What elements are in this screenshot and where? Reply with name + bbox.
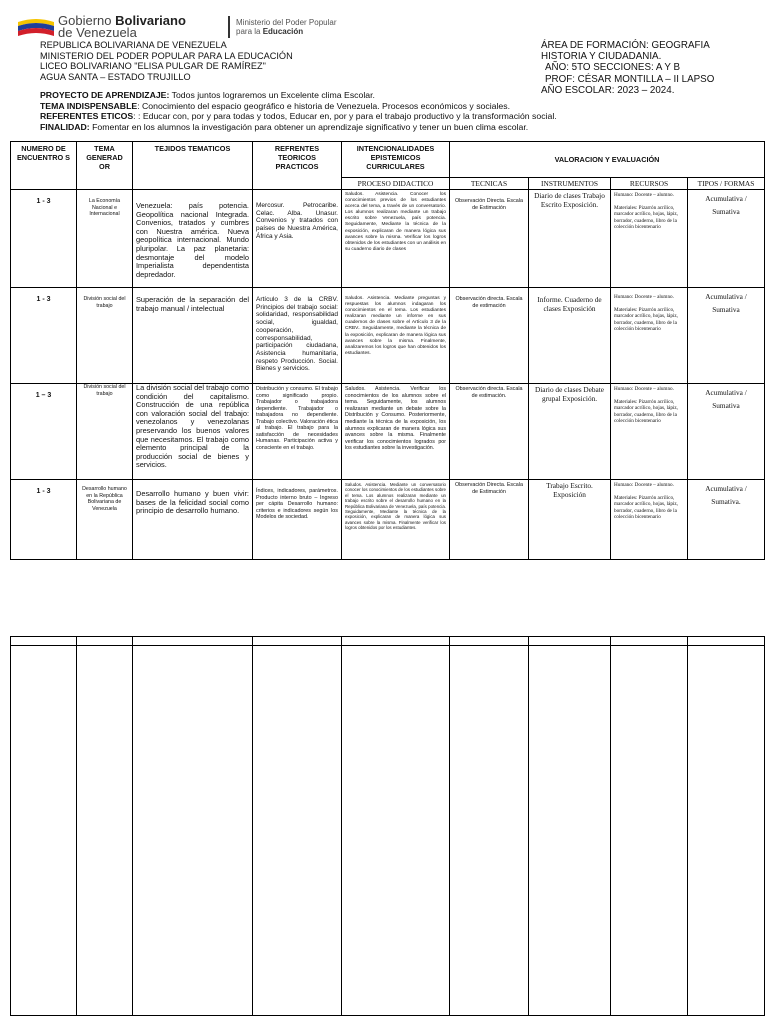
recursos-cell [611, 288, 688, 384]
subheader-instrumentos: INSTRUMENTOS [529, 178, 611, 190]
instrumentos-cell: Diario de clases Trabajo Escrito Exposición. [529, 190, 611, 288]
finalidad-line: FINALIDAD: Fomentar en los alumnos la investigación para obtener un aprendizaje significativo y tener un buen clima escolar. [40, 121, 529, 132]
table-header-row [11, 142, 765, 178]
empty-cell [529, 637, 611, 646]
subheader-tipos: TIPOS / FORMAS [688, 178, 765, 190]
empty-cell [133, 646, 253, 1016]
recursos-humanos: Humano: Docente – alumno. [614, 482, 674, 488]
tejidos-cell: La división social del trabajo como condición del capitalismo. Construcción de una república con valoración social del trabajo: venezolanos y venezolanas preservando los buenos valores que necesitamos. El trabajo como elemento principal de la producción social de bienes y servicios. [133, 384, 253, 480]
empty-cell [529, 646, 611, 1016]
ministry-title: Ministerio del Poder Popular para la Educación [236, 18, 337, 36]
recursos-materiales: Materiales: Pizarrón acrílico, marcador acrílico, hojas, lápiz, borrador, cuaderno, libro de la colección bicentenario [614, 307, 678, 332]
header-tema: TEMA GENERAD OR [77, 142, 133, 190]
tecnicas-cell: Observación Directa. Escala de Estimación [450, 480, 529, 560]
recursos-cell [611, 190, 688, 288]
referentes-cell: Índices, indicadores, parámetros. Producto interno bruto – Ingreso per cápita Desarrollo humano: criterios e indicadores según los Modelos de sociedad. [253, 480, 342, 560]
recursos-humanos: Humano: Docente – alumno. [614, 386, 674, 392]
referentes-cell: Mercosur. Petrocaribe. Celac. Alba. Unasur. Convenios y tratados con países de Nuestra América, África y Asia. [253, 190, 342, 288]
course-header [541, 40, 714, 96]
tejidos-cell: Desarrollo humano y buen vivir: bases de la felicidad social como principio de desarrollo humano. [133, 480, 253, 560]
proyecto-line: PROYECTO DE APRENDIZAJE: Todos juntos lograremos un Excelente clima Escolar. [40, 90, 375, 100]
tema-line: TEMA INDISPENSABLE: Conocimiento del espacio geográfico e historia de Venezuela. Procesos económicos y sociales. [40, 100, 510, 111]
tema-cell: La Economía Nacional e Internacional [77, 190, 133, 288]
header-referentes: REFRENTES TEORICOS PRACTICOS [253, 142, 342, 190]
planning-table [10, 141, 765, 560]
venezuela-flag-icon [18, 16, 54, 38]
recursos-humanos: Humano: Docente – alumno. [614, 294, 674, 300]
tema-cell: Desarrollo humano en la República Bolivariana de Venezuela [77, 480, 133, 560]
instrumentos-cell: Trabajo Escrito. Exposición [529, 480, 611, 560]
project-info [40, 90, 760, 132]
header-valoracion: VALORACION Y EVALUACIÓN [450, 142, 765, 178]
recursos-materiales: Materiales: Pizarrón acrílico, marcador acrílico, hojas, lápiz, borrador, cuaderno, libro de la colección bicentenario [614, 495, 678, 520]
subheader-proceso: PROCESO DIDACTICO [342, 178, 450, 190]
empty-cell [342, 637, 450, 646]
tipos-cell: Acumulativa / Sumativa [688, 384, 765, 480]
proceso-cell: Saludos. Asistencia. Conocer los conocimientos previos de los estudiantes acerca del tema, a través de un conversatorio. Los alumnos realizaran mediante un trabajo escrito sobre Venezuela, país potencia. Seguidamente, Mediante la técnica de la exposición, explicaran de manera lógica sus avances sobre la misma. Verificar los logros obtenidos de los estudiantes con un análisis en su cuaderno diario de clases [342, 190, 450, 288]
course-line: AÑO ESCOLAR: 2023 – 2024. [541, 84, 675, 96]
empty-cell [688, 646, 765, 1016]
empty-cell [77, 646, 133, 1016]
logo-divider [228, 16, 230, 38]
course-line: AÑO: 5TO SECCIONES: A Y B [545, 62, 681, 74]
course-line: PROF: CÉSAR MONTILLA – II LAPSO [545, 73, 715, 85]
referentes-cell: Artículo 3 de la CRBV. Principios del trabajo social: solidaridad, responsabilidad social, igualdad, cooperación, corresponsabilidad, participación ciudadana, Asistencia humanitaria, respeto Producción. Social. Bienes y servicios. [253, 288, 342, 384]
empty-cell [342, 646, 450, 1016]
tecnicas-cell: Observación Directa. Escala de Estimación [450, 190, 529, 288]
recursos-cell [611, 384, 688, 480]
proceso-cell: Saludos. Asistencia. Mediante un conversatorio conocer los conocimientos de los estudiantes sobre el tema. Los alumnos realizaran mediante un trabajo escrito sobre el desarrollo humano en la República Bolivariana de Venezuela, país potencia. Seguidamente, Mediante la técnica de la exposición, explicaran de manera lógica sus avances sobre la misma. Finalmente verificar los logros obtenidos por los estudiantes. [342, 480, 450, 560]
encuentro-cell: 1 - 3 [11, 288, 77, 384]
proceso-cell: Saludos. Asistencia. Verificar los conocimientos de los alumnos sobre el tema. Seguidamente, los alumnos realizaran mediante un debate sobre la Distribución y Consumo. Posteriormente, mediante la técnica de la exposición, los alumnos explicaran de manera lógica sus avances sobre la misma. Finalmente verificar los conocimientos logrados por los estudiantes sobre la investigación. [342, 384, 450, 480]
encuentro-cell: 1 - 3 [11, 480, 77, 560]
institution-header [40, 40, 293, 82]
subheader-tecnicas: TECNICAS [450, 178, 529, 190]
table-row [11, 190, 765, 288]
referentes-line: REFERENTES ETICOS: : Educar con, por y para todas y todos, Educar en, por y para el trabajo productivo y la transformación social. [40, 111, 557, 121]
government-logo [18, 14, 358, 40]
recursos-materiales: Materiales: Pizarrón acrílico, marcador acrílico, hojas, lápiz, borrador, cuaderno, libro de la colección bicentenario [614, 205, 678, 230]
header-numero: NUMERO DE ENCUENTRO S [11, 142, 77, 190]
instrumentos-cell: Informe. Cuaderno de clases Exposición [529, 288, 611, 384]
table-row [11, 384, 765, 480]
referentes-cell: Distribución y consumo. El trabajo como significado propio. Trabajador o trabajadora dependiente. Trabajador o trabajadora no dependiente. Trabajo colectivo. Valoración ética al trabajo. El trabajo para la satisfacción de necesidades Humanas. Participación activa y consciente en el trabajo. [253, 384, 342, 480]
table-row [11, 480, 765, 560]
encuentro-cell: 1 – 3 [11, 384, 77, 480]
header-line: LICEO BOLIVARIANO "ELISA PULGAR DE RAMÍREZ" [40, 61, 266, 71]
instrumentos-cell: Diario de clases Debate grupal Exposición. [529, 384, 611, 480]
tipos-cell: Acumulativa / Sumativa. [688, 480, 765, 560]
tejidos-cell: Venezuela: país potencia. Geopolítica nacional Integrada. Convenios, tratados y cumbres con Nuestra américa. Nueva geopolítica internacional. Mundo pluripolar. La paz planetaria: desmontaje del modelo Imperialista dependentista depredador. [133, 190, 253, 288]
table-row [11, 288, 765, 384]
tecnicas-cell: Observación directa. Escala de estimación [450, 288, 529, 384]
encuentro-cell: 1 - 3 [11, 190, 77, 288]
empty-table-grid [10, 636, 765, 1016]
empty-cell [450, 637, 529, 646]
header-line: MINISTERIO DEL PODER POPULAR PARA LA EDUCACIÓN [40, 50, 293, 61]
empty-cell [11, 646, 77, 1016]
empty-cell [253, 646, 342, 1016]
recursos-cell [611, 480, 688, 560]
tejidos-cell: Superación de la separación del trabajo manual / intelectual [133, 288, 253, 384]
tema-cell: División social del trabajo [77, 384, 133, 480]
empty-cell [11, 637, 77, 646]
empty-cell [450, 646, 529, 1016]
recursos-materiales: Materiales: Pizarrón acrílico, marcador acrílico, hojas, lápiz, borrador, cuaderno, libro de la colección bicentenario [614, 399, 678, 424]
government-title: Gobierno Bolivariano de Venezuela [58, 13, 186, 40]
empty-header-row [11, 637, 765, 646]
course-line: HISTORIA Y CIUDADANIA. [541, 51, 662, 63]
course-line: ÁREA DE FORMACIÓN: GEOGRAFIA [541, 40, 710, 51]
tema-cell: División social del trabajo [77, 288, 133, 384]
proceso-cell: Saludos. Asistencia. Mediante preguntas y respuestas los alumnos indagaran los conocimientos en el tema. Los estudiantes realizaran mediante un informe en sus cuadernos de clases sobre el Artículo 3 de la CRBV.. Seguidamente, mediante la técnica de la exposición, explicaran de manera lógica sus avances sobre la misma. Finalmente, analizaremos los logros que han obtenidos los estudiantes. [342, 288, 450, 384]
empty-cell [77, 637, 133, 646]
subheader-recursos: RECURSOS [611, 178, 688, 190]
empty-cell [611, 637, 688, 646]
recursos-humanos: Humano: Docente – alumno. [614, 192, 674, 198]
empty-cell [688, 637, 765, 646]
header-tejidos: TEJIDOS TEMATICOS [133, 142, 253, 190]
empty-body-row [11, 646, 765, 1016]
header-intencionalidades: INTENCIONALIDADES EPISTEMICOS CURRICULARES [342, 142, 450, 178]
empty-cell [133, 637, 253, 646]
tecnicas-cell: Observación directa. Escala de estimación. [450, 384, 529, 480]
tipos-cell: Acumulativa / Sumativa [688, 190, 765, 288]
empty-cell [253, 637, 342, 646]
header-line: REPUBLICA BOLIVARIANA DE VENEZUELA [40, 40, 227, 50]
empty-cell [611, 646, 688, 1016]
header-line: AGUA SANTA – ESTADO TRUJILLO [40, 71, 191, 82]
tipos-cell: Acumulativa / Sumativa [688, 288, 765, 384]
